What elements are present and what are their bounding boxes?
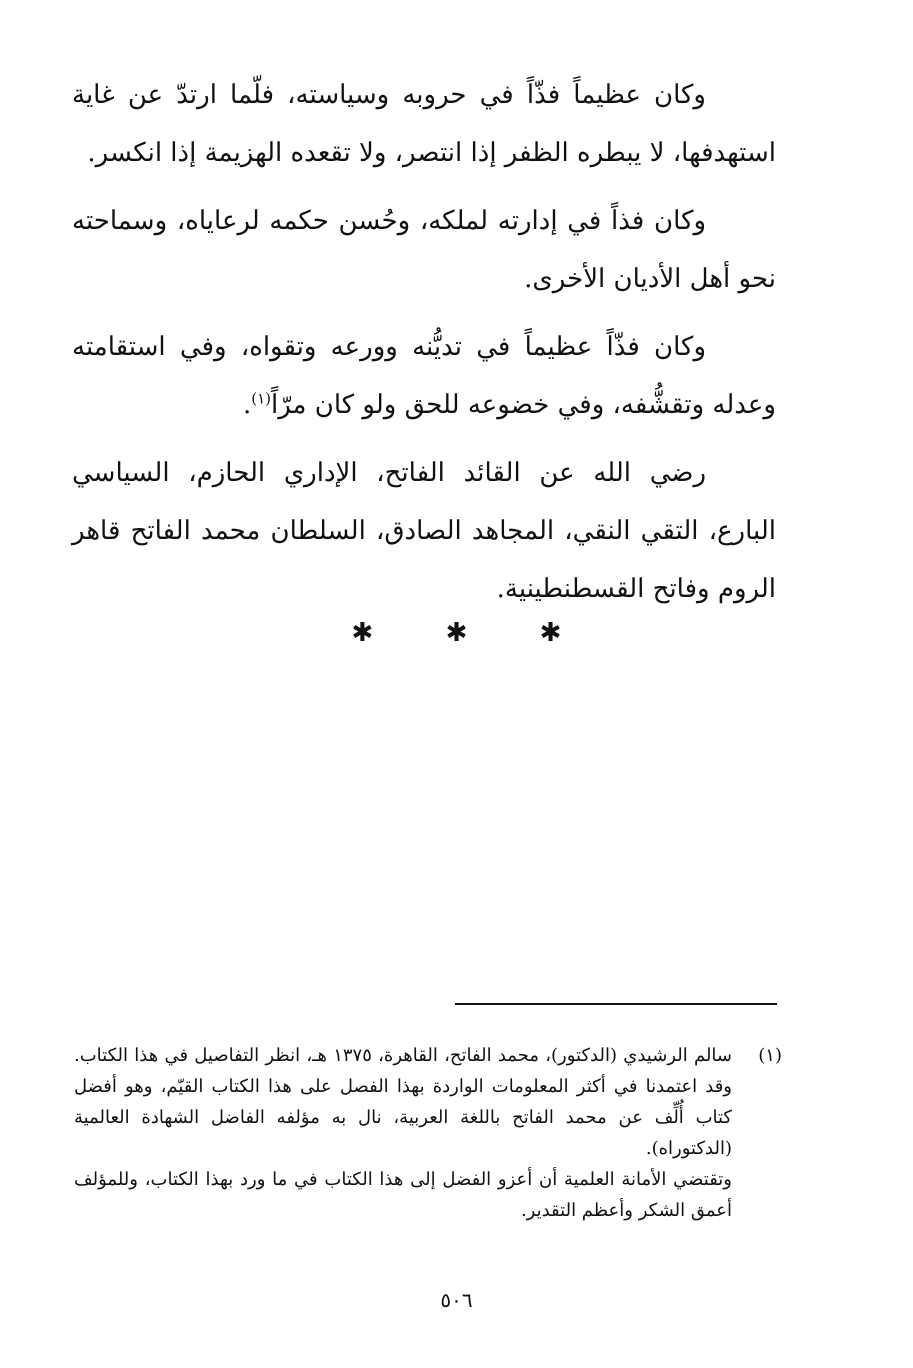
- paragraph-3: [72, 318, 776, 434]
- footnote-body: [74, 1040, 732, 1226]
- paragraph-1: [72, 66, 776, 182]
- paragraph-1-text: وكان عظيماً فذّاً في حروبه وسياسته، فلّما ارتدّ عن غاية استهدفها، لا يبطره الظفر إذا انتصر، ولا تقعده الهزيمة إذا انكسر.: [72, 80, 776, 168]
- footnote-1: [74, 1040, 782, 1226]
- paragraph-2-text: وكان فذاً في إدارته لملكه، وحُسن حكمه لرعاياه، وسماحته نحو أهل الأديان الأخرى.: [72, 206, 776, 294]
- page-number: ٥٠٦: [440, 1288, 473, 1312]
- footnote-divider: [455, 1003, 777, 1005]
- footnote-reference-1[interactable]: (١): [251, 389, 271, 408]
- paragraph-2: [72, 192, 776, 308]
- paragraph-3-tail: .: [242, 390, 252, 420]
- paragraph-4-text: رضي الله عن القائد الفاتح، الإداري الحازم، السياسي البارع، التقي النقي، المجاهد الصادق، السلطان محمد الفاتح قاهر الروم وفاتح القسطنطينية.: [72, 458, 776, 604]
- paragraph-4: [72, 444, 776, 618]
- paragraph-3-text: وكان فذّاً عظيماً في تديُّنه وورعه وتقواه، وفي استقامته وعدله وتقشُّفه، وفي خضوعه للحق ولو كان مرّاً: [72, 332, 776, 420]
- main-text-block: [72, 66, 776, 628]
- footnote-1-line-1: سالم الرشيدي (الدكتور)، محمد الفاتح، القاهرة، ١٣٧٥ هـ، انظر التفاصيل في هذا الكتاب. وقد اعتمدنا في أكثر المعلومات الواردة بهذا الفصل على هذا الكتاب القيّم، وهو أفضل كتاب أُلِّف عن محمد الفاتح باللغة العربية، نال به مؤلفه الفاضل الشهادة العالمية (الدكتوراه).: [74, 1045, 732, 1159]
- section-separator: ✱ ✱ ✱: [351, 618, 594, 648]
- footnote-1-line-2: وتقتضي الأمانة العلمية أن أعزو الفضل إلى هذا الكتاب في ما ورد بهذا الكتاب، وللمؤلف أعمق الشكر وأعظم التقدير.: [74, 1169, 732, 1221]
- footnote-number: (١): [758, 1045, 782, 1066]
- footnotes-section: [74, 1040, 782, 1226]
